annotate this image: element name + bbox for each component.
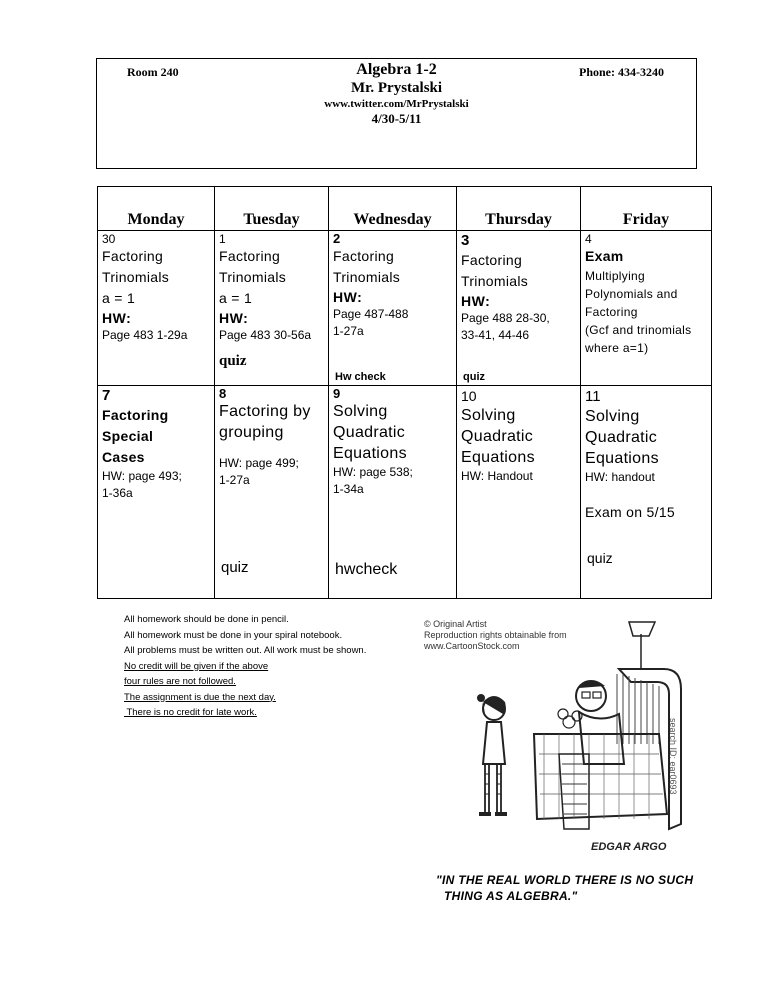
date-range: 4/30-5/11 bbox=[371, 111, 422, 126]
date-number: 8 bbox=[219, 386, 227, 401]
day-cell-2 bbox=[329, 231, 457, 386]
exam-topic: where a=1) bbox=[585, 341, 649, 355]
rule-line: four rules are not followed. bbox=[124, 676, 236, 687]
hw-assignment: 1-36a bbox=[102, 486, 133, 500]
day-friday: Friday bbox=[581, 187, 712, 231]
day-cell-7 bbox=[98, 386, 215, 599]
date-number: 4 bbox=[585, 232, 592, 246]
date-number: 1 bbox=[219, 232, 226, 246]
lesson-topic: grouping bbox=[219, 424, 284, 441]
date-number: 11 bbox=[585, 388, 601, 405]
phone-number: Phone: 434-3240 bbox=[579, 65, 664, 79]
hw-assignment: Page 488 28-30, bbox=[461, 311, 550, 325]
week-1-row bbox=[98, 231, 712, 386]
day-cell-30 bbox=[98, 231, 215, 386]
day-cell-1 bbox=[215, 231, 329, 386]
credit-line: www.CartoonStock.com bbox=[424, 641, 520, 651]
hw-assignment: HW: Handout bbox=[461, 469, 533, 483]
rule-line: All homework should be done in pencil. bbox=[124, 614, 289, 625]
lesson-topic: Equations bbox=[585, 450, 659, 467]
day-header-row bbox=[98, 187, 712, 231]
hw-label: HW: bbox=[333, 289, 363, 305]
lesson-topic: Quadratic bbox=[585, 429, 658, 446]
cartoon-search-id: search ID: ear0693 bbox=[668, 718, 678, 795]
lesson-topic: Quadratic bbox=[333, 424, 406, 441]
cartoon-illustration bbox=[419, 614, 693, 912]
lesson-topic: Trinomials bbox=[102, 269, 170, 285]
hw-check-note: Hw check bbox=[335, 371, 386, 383]
header-box bbox=[96, 58, 697, 169]
rule-line: All homework must be done in your spiral notebook. bbox=[124, 629, 343, 641]
lesson-topic: Factoring bbox=[102, 248, 164, 264]
exam-topic: (Gcf and trinomials bbox=[585, 323, 692, 337]
lesson-topic: Solving bbox=[333, 403, 388, 420]
course-title: Algebra 1-2 bbox=[356, 61, 437, 78]
lesson-topic: Solving bbox=[461, 407, 516, 424]
hw-assignment: 1-27a bbox=[219, 473, 250, 487]
day-cell-10 bbox=[457, 386, 581, 599]
hw-label: HW: bbox=[461, 293, 491, 309]
teacher-name: Mr. Prystalski bbox=[350, 80, 443, 96]
day-wednesday: Wednesday bbox=[329, 187, 457, 231]
lesson-condition: a = 1 bbox=[219, 290, 253, 306]
lesson-topic: Factoring bbox=[102, 407, 169, 423]
hw-assignment: Page 483 1-29a bbox=[102, 328, 188, 342]
schedule-calendar bbox=[97, 186, 712, 599]
hw-assignment: HW: page 499; bbox=[219, 456, 299, 470]
caption-line: "IN THE REAL WORLD THERE IS NO SUCH bbox=[436, 873, 694, 887]
hw-assignment: Page 483 30-56a bbox=[219, 328, 312, 342]
day-cell-8 bbox=[215, 386, 329, 599]
day-cell-4 bbox=[581, 231, 712, 386]
rule-line: The assignment is due the next day. bbox=[124, 691, 276, 703]
day-tuesday: Tuesday bbox=[215, 187, 329, 231]
day-thursday: Thursday bbox=[457, 187, 581, 231]
hw-label: HW: bbox=[102, 310, 132, 326]
date-number: 30 bbox=[102, 232, 116, 246]
twitter-link[interactable]: www.twitter.com/MrPrystalski bbox=[324, 98, 469, 110]
hw-check-note: hwcheck bbox=[335, 561, 398, 578]
hw-assignment: Page 487-488 bbox=[333, 307, 409, 321]
exam-topic: Multiplying bbox=[585, 269, 645, 283]
lesson-topic: Cases bbox=[102, 449, 145, 465]
caption-line: THING AS ALGEBRA." bbox=[444, 889, 578, 903]
quiz-note: quiz bbox=[219, 353, 247, 369]
hw-label: HW: bbox=[219, 310, 249, 326]
date-number: 3 bbox=[461, 232, 470, 249]
exam-label: Exam bbox=[585, 248, 624, 264]
date-number: 7 bbox=[102, 387, 111, 404]
date-number: 9 bbox=[333, 386, 341, 401]
lesson-topic: Trinomials bbox=[219, 269, 287, 285]
rule-line: There is no credit for late work. bbox=[124, 707, 257, 718]
exam-topic: Factoring bbox=[585, 305, 638, 319]
hw-assignment: 33-41, 44-46 bbox=[461, 328, 530, 342]
week-2-row bbox=[98, 386, 712, 599]
day-cell-11 bbox=[581, 386, 712, 599]
lesson-condition: a = 1 bbox=[102, 290, 136, 306]
lesson-topic: Equations bbox=[461, 449, 535, 466]
lesson-topic: Solving bbox=[585, 408, 640, 425]
date-number: 2 bbox=[333, 231, 341, 246]
credit-line: © Original Artist bbox=[424, 619, 487, 629]
lesson-topic: Factoring bbox=[461, 252, 523, 268]
quiz-note: quiz bbox=[587, 550, 613, 566]
rule-line: All problems must be written out. All work must be shown. bbox=[124, 645, 367, 656]
exam-date-note: Exam on 5/15 bbox=[585, 504, 675, 520]
room-number: Room 240 bbox=[127, 65, 179, 79]
lesson-topic: Factoring bbox=[333, 248, 395, 264]
day-cell-9 bbox=[329, 386, 457, 599]
lesson-topic: Trinomials bbox=[461, 273, 529, 289]
hw-assignment: 1-34a bbox=[333, 482, 364, 496]
artist-signature: EDGAR ARGO bbox=[591, 841, 667, 853]
lesson-topic: Factoring by bbox=[219, 403, 311, 420]
exam-topic: Polynomials and bbox=[585, 287, 678, 301]
day-monday: Monday bbox=[98, 187, 215, 231]
lesson-topic: Equations bbox=[333, 445, 407, 462]
lesson-topic: Special bbox=[102, 428, 154, 444]
quiz-note: quiz bbox=[221, 559, 249, 576]
credit-line: Reproduction rights obtainable from bbox=[424, 630, 567, 640]
quiz-note: quiz bbox=[463, 371, 485, 383]
hw-assignment: HW: page 538; bbox=[333, 465, 413, 479]
lesson-topic: Factoring bbox=[219, 248, 281, 264]
day-cell-3 bbox=[457, 231, 581, 386]
hw-assignment: HW: handout bbox=[585, 470, 655, 484]
lesson-topic: Quadratic bbox=[461, 428, 534, 445]
cartoon-caption bbox=[436, 872, 693, 904]
rule-line: No credit will be given if the above bbox=[124, 660, 269, 672]
hw-assignment: HW: page 493; bbox=[102, 469, 182, 483]
lesson-topic: Trinomials bbox=[333, 269, 401, 285]
date-number: 10 bbox=[461, 388, 477, 404]
homework-rules bbox=[124, 612, 366, 721]
hw-assignment: 1-27a bbox=[333, 324, 364, 338]
